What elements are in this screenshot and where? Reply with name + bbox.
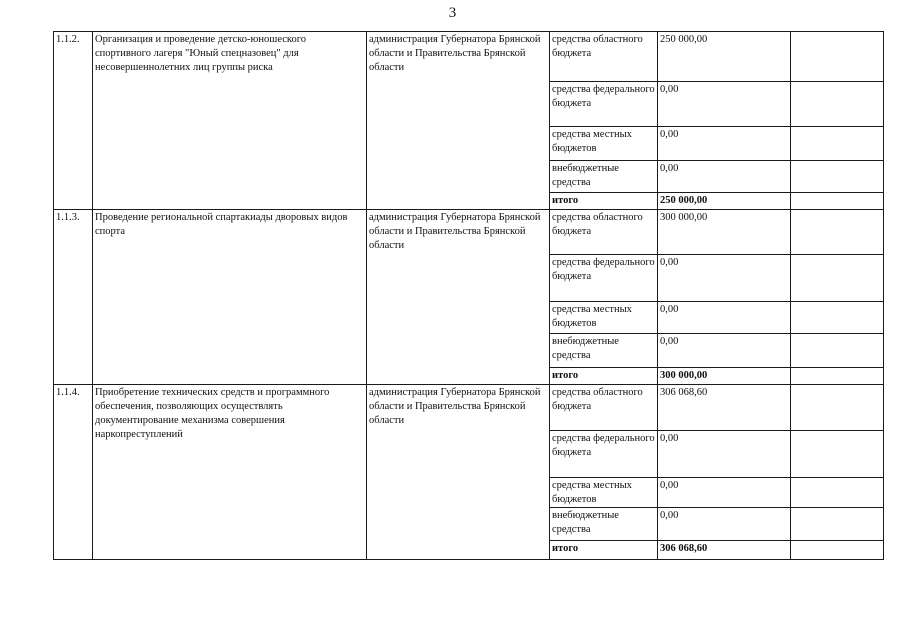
activity-name: Проведение региональной спартакиады дворовых видов спорта	[93, 210, 367, 385]
total-amount: 306 068,60	[658, 541, 791, 560]
activity-name: Организация и проведение детско-юношеского спортивного лагеря "Юный спецназовец" для несовершеннолетних лиц группы риска	[93, 32, 367, 210]
funding-amount: 300 000,00	[658, 210, 791, 255]
funding-amount: 306 068,60	[658, 385, 791, 431]
table-row	[54, 210, 884, 255]
activity-number: 1.1.4.	[54, 385, 93, 560]
extra-cell	[791, 255, 884, 302]
activity-executor: администрация Губернатора Брянской области и Правительства Брянской области	[367, 385, 550, 560]
funding-source: средства федерального бюджета	[550, 255, 658, 302]
funding-amount: 0,00	[658, 302, 791, 334]
funding-amount: 250 000,00	[658, 32, 791, 82]
extra-cell	[791, 82, 884, 127]
funding-source: внебюджетные средства	[550, 508, 658, 541]
funding-source: средства местных бюджетов	[550, 478, 658, 508]
table-row	[54, 32, 884, 82]
activity-executor: администрация Губернатора Брянской области и Правительства Брянской области	[367, 210, 550, 385]
extra-cell	[791, 478, 884, 508]
funding-source: средства местных бюджетов	[550, 302, 658, 334]
funding-amount: 0,00	[658, 478, 791, 508]
total-amount: 300 000,00	[658, 368, 791, 385]
funding-amount: 0,00	[658, 334, 791, 368]
extra-cell	[791, 508, 884, 541]
extra-cell	[791, 541, 884, 560]
activity-number: 1.1.3.	[54, 210, 93, 385]
extra-cell	[791, 32, 884, 82]
total-label: итого	[550, 368, 658, 385]
funding-source: внебюджетные средства	[550, 161, 658, 193]
funding-amount: 0,00	[658, 82, 791, 127]
funding-amount: 0,00	[658, 255, 791, 302]
extra-cell	[791, 368, 884, 385]
extra-cell	[791, 161, 884, 193]
extra-cell	[791, 334, 884, 368]
extra-cell	[791, 385, 884, 431]
total-label: итого	[550, 193, 658, 210]
funding-amount: 0,00	[658, 431, 791, 478]
program-activities-table	[53, 31, 884, 560]
page-number: 3	[448, 5, 457, 21]
extra-cell	[791, 431, 884, 478]
funding-source: средства областного бюджета	[550, 32, 658, 82]
activity-executor: администрация Губернатора Брянской области и Правительства Брянской области	[367, 32, 550, 210]
extra-cell	[791, 302, 884, 334]
funding-source: средства федерального бюджета	[550, 431, 658, 478]
funding-source: внебюджетные средства	[550, 334, 658, 368]
funding-amount: 0,00	[658, 127, 791, 161]
funding-source: средства областного бюджета	[550, 210, 658, 255]
total-amount: 250 000,00	[658, 193, 791, 210]
funding-source: средства федерального бюджета	[550, 82, 658, 127]
extra-cell	[791, 193, 884, 210]
extra-cell	[791, 210, 884, 255]
total-label: итого	[550, 541, 658, 560]
activity-number: 1.1.2.	[54, 32, 93, 210]
funding-amount: 0,00	[658, 508, 791, 541]
funding-amount: 0,00	[658, 161, 791, 193]
funding-source: средства местных бюджетов	[550, 127, 658, 161]
funding-source: средства областного бюджета	[550, 385, 658, 431]
extra-cell	[791, 127, 884, 161]
table-row	[54, 385, 884, 431]
activity-name: Приобретение технических средств и программного обеспечения, позволяющих осуществлять документирование механизма совершения наркопреступлений	[93, 385, 367, 560]
